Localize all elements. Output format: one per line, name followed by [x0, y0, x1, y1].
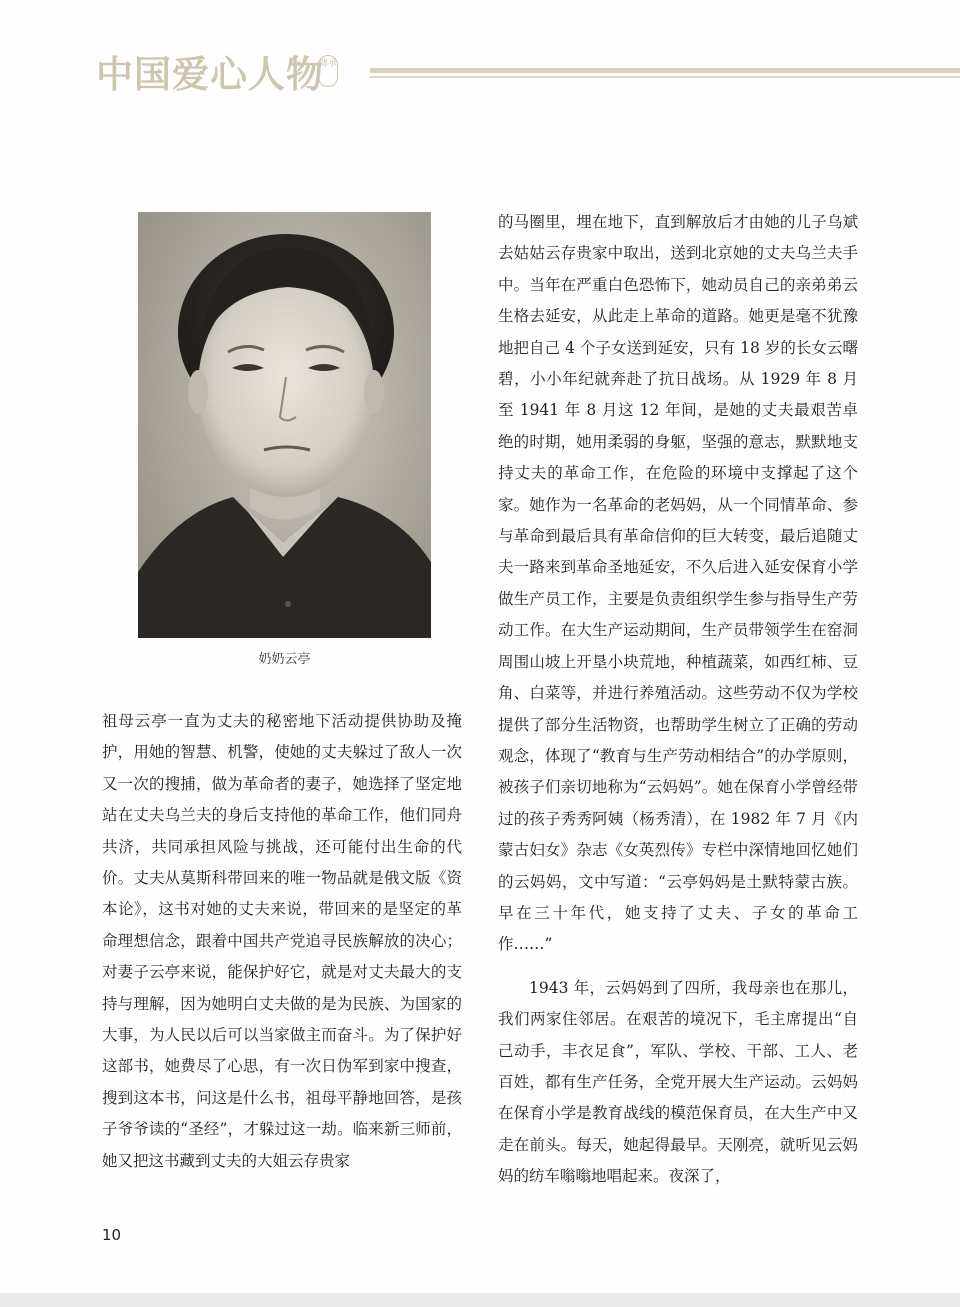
- portrait-photo: [138, 212, 431, 638]
- page-header: [0, 0, 960, 110]
- left-column: [102, 706, 462, 1177]
- body-paragraph: 1943 年，云妈妈到了四所，我母亲也在那儿，我们两家住邻居。在艰苦的境况下，毛主席提出“自己动手，丰衣足食”，军队、学校、干部、工人、老百姓，都有生产任务，全党开展大生产运动。云妈妈在保育小学是教育战线的模范保育员，在大生产中又走在前头。每天，她起得最早。天刚亮，就听见云妈妈的纺车嗡嗡地唱起来。夜深了，: [498, 978, 858, 1186]
- bottom-strip: [0, 1293, 960, 1307]
- header-rule-thick: [370, 68, 960, 73]
- magazine-title: 中国爱心人物: [96, 53, 324, 96]
- body-paragraph: 的马圈里，埋在地下，直到解放后才由她的儿子乌斌去姑姑云存贵家中取出，送到北京她的丈夫乌兰夫手中。当年在严重白色恐怖下，她动员自己的亲弟弟云生格去延安，从此走上革命的道路。她更是毫不犹豫地把自己 4 个子女送到延安，只有 18 岁的长女云曙碧，小小年纪就奔赴了抗日战场。从 1929 年 8 月至 1941 年 8 月这 12 年间，是她的丈夫最艰苦卓绝的时期，她用柔弱的身躯，坚强的意志，默默地支持丈夫的革命工作，在危险的环境中支撑起了这个家。她作为一名革命的老妈妈，从一个同情革命、参与革命到最后具有革命信仰的巨大转变，最后追随丈夫一路来到革命圣地延安，不久后进入延安保育小学做生产员工作，主要是负责组织学生参与指导生产劳动工作。在大生产运动期间，生产员带领学生在窑洞周围山坡上开垦小块荒地，种植蔬菜，如西红柿、豆角、白菜等，并进行养殖活动。这些劳动不仅为学校提供了部分生活物资，也帮助学生树立了正确的劳动观念，体现了“教育与生产劳动相结合”的办学原则，被孩子们亲切地称为“云妈妈”。她在保育小学曾经带过的孩子秀秀阿姨（杨秀清），在 1982 年 7 月《内蒙古妇女》杂志《女英烈传》专栏中深情地回忆她们的云妈妈，文中写道：“云亭妈妈是土默特蒙古族。早在三十年代，她支持了丈夫、子女的革命工作……”: [498, 213, 858, 954]
- header-rule-thin: [370, 76, 960, 78]
- seal-badge: 傳承: [318, 55, 338, 87]
- portrait-illustration: [138, 212, 431, 638]
- page-number: 10: [102, 1226, 122, 1244]
- right-column: [498, 207, 858, 1193]
- body-paragraph: 祖母云亭一直为丈夫的秘密地下活动提供协助及掩护，用她的智慧、机警，使她的丈夫躲过了敌人一次又一次的搜捕，做为革命者的妻子，她选择了坚定地站在丈夫乌兰夫的身后支持他的革命工作，他们同舟共济，共同承担风险与挑战，还可能付出生命的代价。丈夫从莫斯科带回来的唯一物品就是俄文版《资本论》，这书对她的丈夫来说，带回来的是坚定的革命理想信念，跟着中国共产党追寻民族解放的决心；对妻子云亭来说，能保护好它，就是对丈夫最大的支持与理解，因为她明白丈夫做的是为民族、为国家的大事，为人民以后可以当家做主而奋斗。为了保护好这部书，她费尽了心思，有一次日伪军到家中搜查，搜到这本书，问这是什么书，祖母平静地回答，是孩子爷爷读的“圣经”，才躲过这一劫。临来新三师前，她又把这书藏到丈夫的大姐云存贵家: [102, 712, 462, 1170]
- photo-caption: 奶奶云亭: [258, 652, 311, 667]
